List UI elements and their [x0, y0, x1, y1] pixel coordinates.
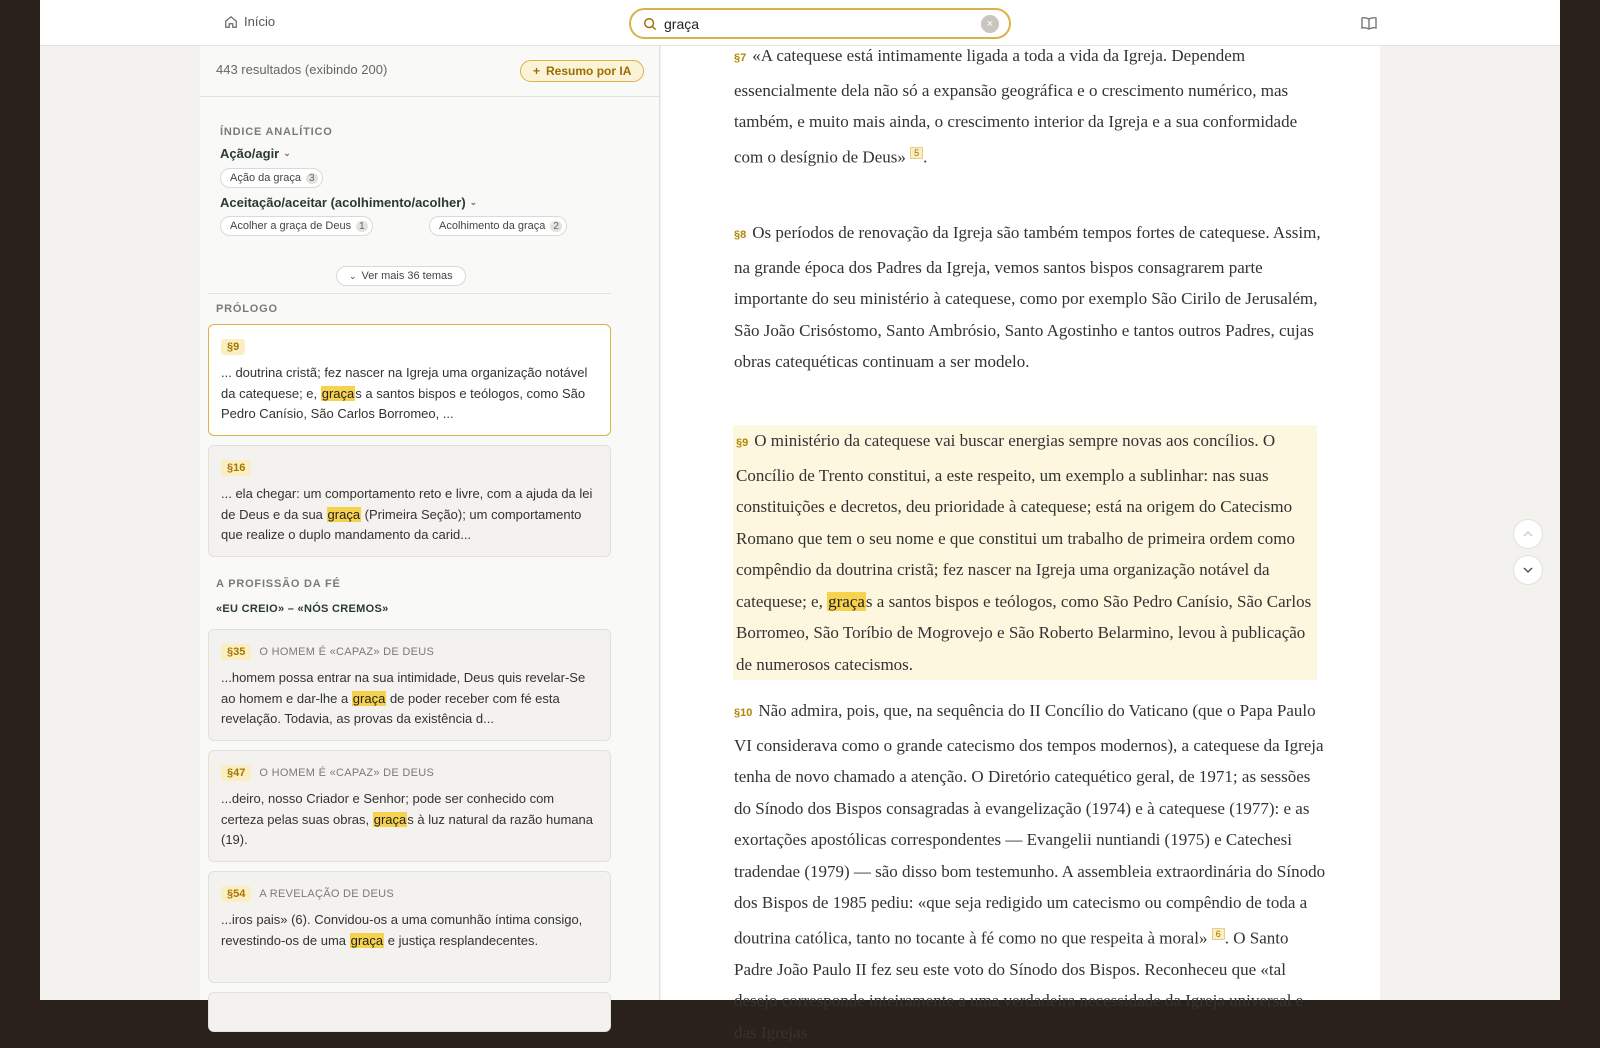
- index-heading-label: Ação/agir: [220, 146, 280, 161]
- result-card[interactable]: [208, 324, 611, 436]
- index-chip[interactable]: [429, 216, 567, 236]
- divider: [208, 293, 611, 294]
- document-reader: [620, 46, 1440, 1042]
- results-count: 443 resultados (exibindo 200): [216, 62, 388, 77]
- chevron-down-icon: ⌄: [349, 270, 357, 281]
- search-box: [629, 8, 1011, 39]
- paragraph-badge: §54: [221, 886, 251, 902]
- chevron-down-icon: ⌄: [469, 197, 478, 207]
- paragraph-number: §7: [734, 52, 747, 64]
- chevron-down-icon: [1522, 564, 1534, 576]
- footnote-marker[interactable]: 6: [1212, 928, 1225, 940]
- match-highlight: graça: [373, 811, 407, 827]
- result-card[interactable]: [208, 445, 611, 557]
- paragraph-badge: §16: [221, 460, 251, 476]
- chip-label: Acolher a graça de Deus: [230, 220, 352, 232]
- ai-summary-label: Resumo por IA: [546, 64, 632, 78]
- clear-search-button[interactable]: [981, 15, 999, 33]
- match-highlight: graça: [350, 932, 384, 948]
- search-input[interactable]: [664, 16, 981, 32]
- footnote-marker[interactable]: 5: [910, 147, 923, 159]
- paragraph-8: §8 Os períodos de renovação da Igreja são também tempos fortes de catequese. Assim, na grande época dos Padres da Igreja, vemos santos bispos consagrarem parte importante do seu ministério à catequese, como por exemplo São Cirilo de Jerusalém, São João Crisóstomo, Santo Ambrósio, Santo Agostinho e tantos outros Padres, cujas obras catequéticas continuam a ser modelo.: [734, 223, 1321, 371]
- result-card[interactable]: [208, 750, 611, 862]
- section-title: PRÓLOGO: [216, 303, 278, 315]
- index-heading-acao[interactable]: [220, 146, 291, 161]
- section-title: A PROFISSÃO DA FÉ: [216, 578, 341, 590]
- paragraph-number: §9: [736, 437, 749, 449]
- result-section: A REVELAÇÃO DE DEUS: [259, 888, 395, 900]
- divider: [200, 96, 660, 97]
- match-highlight: graça: [352, 690, 386, 706]
- index-chip[interactable]: [220, 168, 323, 188]
- chevron-down-icon: ⌄: [283, 148, 291, 158]
- paragraph-badge: §47: [221, 765, 251, 781]
- chip-count: 2: [550, 221, 562, 232]
- book-icon[interactable]: [1360, 14, 1378, 32]
- result-snippet: ...iros pais» (6). Convidou-os a uma comunhão íntima consigo, revestindo-os de uma graça e justiça resplandecentes.: [221, 912, 583, 948]
- match-highlight: graça: [828, 591, 865, 611]
- paragraph-9: §9 O ministério da catequese vai buscar energias sempre novas aos concílios. O Concílio de Trento constitui, a este respeito, um exemplo a sublinhar: nas suas constituições e decretos, deu prioridade à catequese; está na origem do Catecismo Romano que tem o seu nome e que constitui um trabalho de primeira ordem como compêndio da doutrina cristã; fez nascer na Igreja uma organização notável da catequese; e, graças a santos bispos e teólogos, como São Pedro Canísio, São Carlos Borromeo, São Toríbio de Mogrovejo e São Roberto Belarmino, levou à publicação de numerosos catecismos.: [733, 425, 1317, 680]
- paragraph-10: §10 Não admira, pois, que, na sequência do II Concílio do Vaticano (que o Papa Paulo VI considerava como o grande catecismo dos tempos modernos), a catequese da Igreja tenha de novo chamado a atenção. O Diretório catequético geral, de 1971; as sessões do Sínodo dos Bispos consagradas à evangelização (1974) e à catequese (1977): e as exortações apostólicas correspondentes — Evangelii nuntiandi (1975) e Catechesi tradendae (1979) — são disso bom testemunho. A assembleia extraordinária do Sínodo dos Bispos de 1985 pediu: «que seja redigido um catecismo ou compêndio de toda a doutrina católica, tanto no tocante à fé como no que respeita à moral» $^6$ . O Santo Padre João Paulo II fez seu este voto do Sínodo dos Bispos. Reconheceu que «tal desejo corresponde inteiramente a uma verdadeira necessidade da Igreja universal e das Igrejas: [734, 701, 1326, 1042]
- result-card[interactable]: [208, 629, 611, 741]
- subsection-title: «EU CREIO» – «NÓS CREMOS»: [216, 603, 389, 615]
- chip-count: 1: [356, 221, 368, 232]
- search-icon: [643, 17, 657, 31]
- home-icon: [224, 15, 238, 29]
- results-sidebar: [200, 46, 660, 1000]
- chip-count: 3: [306, 173, 318, 184]
- match-highlight: graça: [327, 506, 361, 522]
- result-section: O HOMEM É «CAPAZ» DE DEUS: [259, 767, 435, 779]
- match-highlight: graça: [321, 385, 355, 401]
- scroll-down-button[interactable]: [1513, 555, 1543, 585]
- paragraph-badge: §35: [221, 644, 251, 660]
- paragraph-7: §7 «A catequese está intimamente ligada a toda a vida da Igreja. Dependem essencialmente dela não só a expansão geográfica e o crescimento numérico, mas também, e muito mais ainda, o crescimento interior da Igreja e a sua conformidade com o desígnio de Deus» $^5$ .: [734, 46, 1298, 167]
- scroll-up-button[interactable]: [1513, 519, 1543, 549]
- index-chip[interactable]: [220, 216, 373, 236]
- index-heading-aceitacao[interactable]: [220, 195, 477, 210]
- chevron-up-icon: [1522, 528, 1534, 540]
- show-more-label: Ver mais 36 temas: [361, 270, 453, 282]
- result-snippet: ...deiro, nosso Criador e Senhor; pode ser conhecido com certeza pelas suas obras, graças à luz natural da razão humana (19).: [221, 791, 594, 847]
- chip-label: Ação da graça: [230, 172, 301, 184]
- close-icon: ×: [986, 17, 994, 30]
- show-more-topics-button[interactable]: [336, 266, 466, 286]
- paragraph-number: §10: [734, 707, 753, 719]
- plus-icon: +: [533, 64, 541, 78]
- home-link[interactable]: [224, 14, 275, 29]
- top-bar: [40, 0, 1560, 46]
- result-snippet: ... ela chegar: um comportamento reto e livre, com a ajuda da lei de Deus e da sua graça (Primeira Seção); um comportamento que realize o duplo mandamento da carid...: [221, 486, 593, 542]
- document-page: [661, 46, 1380, 1042]
- chip-label: Acolhimento da graça: [439, 220, 546, 232]
- paragraph-number: §8: [734, 229, 747, 241]
- paragraph-badge: §9: [221, 339, 245, 355]
- result-section: O HOMEM É «CAPAZ» DE DEUS: [259, 646, 435, 658]
- home-label: Início: [244, 14, 276, 29]
- result-card[interactable]: [208, 871, 611, 983]
- result-card[interactable]: [208, 992, 611, 1032]
- index-heading-label: Aceitação/aceitar (acolhimento/acolher): [220, 195, 466, 210]
- result-snippet: ... doutrina cristã; fez nascer na Igreja uma organização notável da catequese; e, graças a santos bispos e teólogos, como São Pedro Canísio, São Carlos Borromeo, ...: [221, 365, 588, 421]
- index-title: ÍNDICE ANALÍTICO: [220, 126, 333, 138]
- result-snippet: ...homem possa entrar na sua intimidade, Deus quis revelar-Se ao homem e dar-lhe a graça de poder receber com fé esta revelação. Todavia, as provas da existência d...: [221, 670, 586, 726]
- app-window: [40, 0, 1560, 1042]
